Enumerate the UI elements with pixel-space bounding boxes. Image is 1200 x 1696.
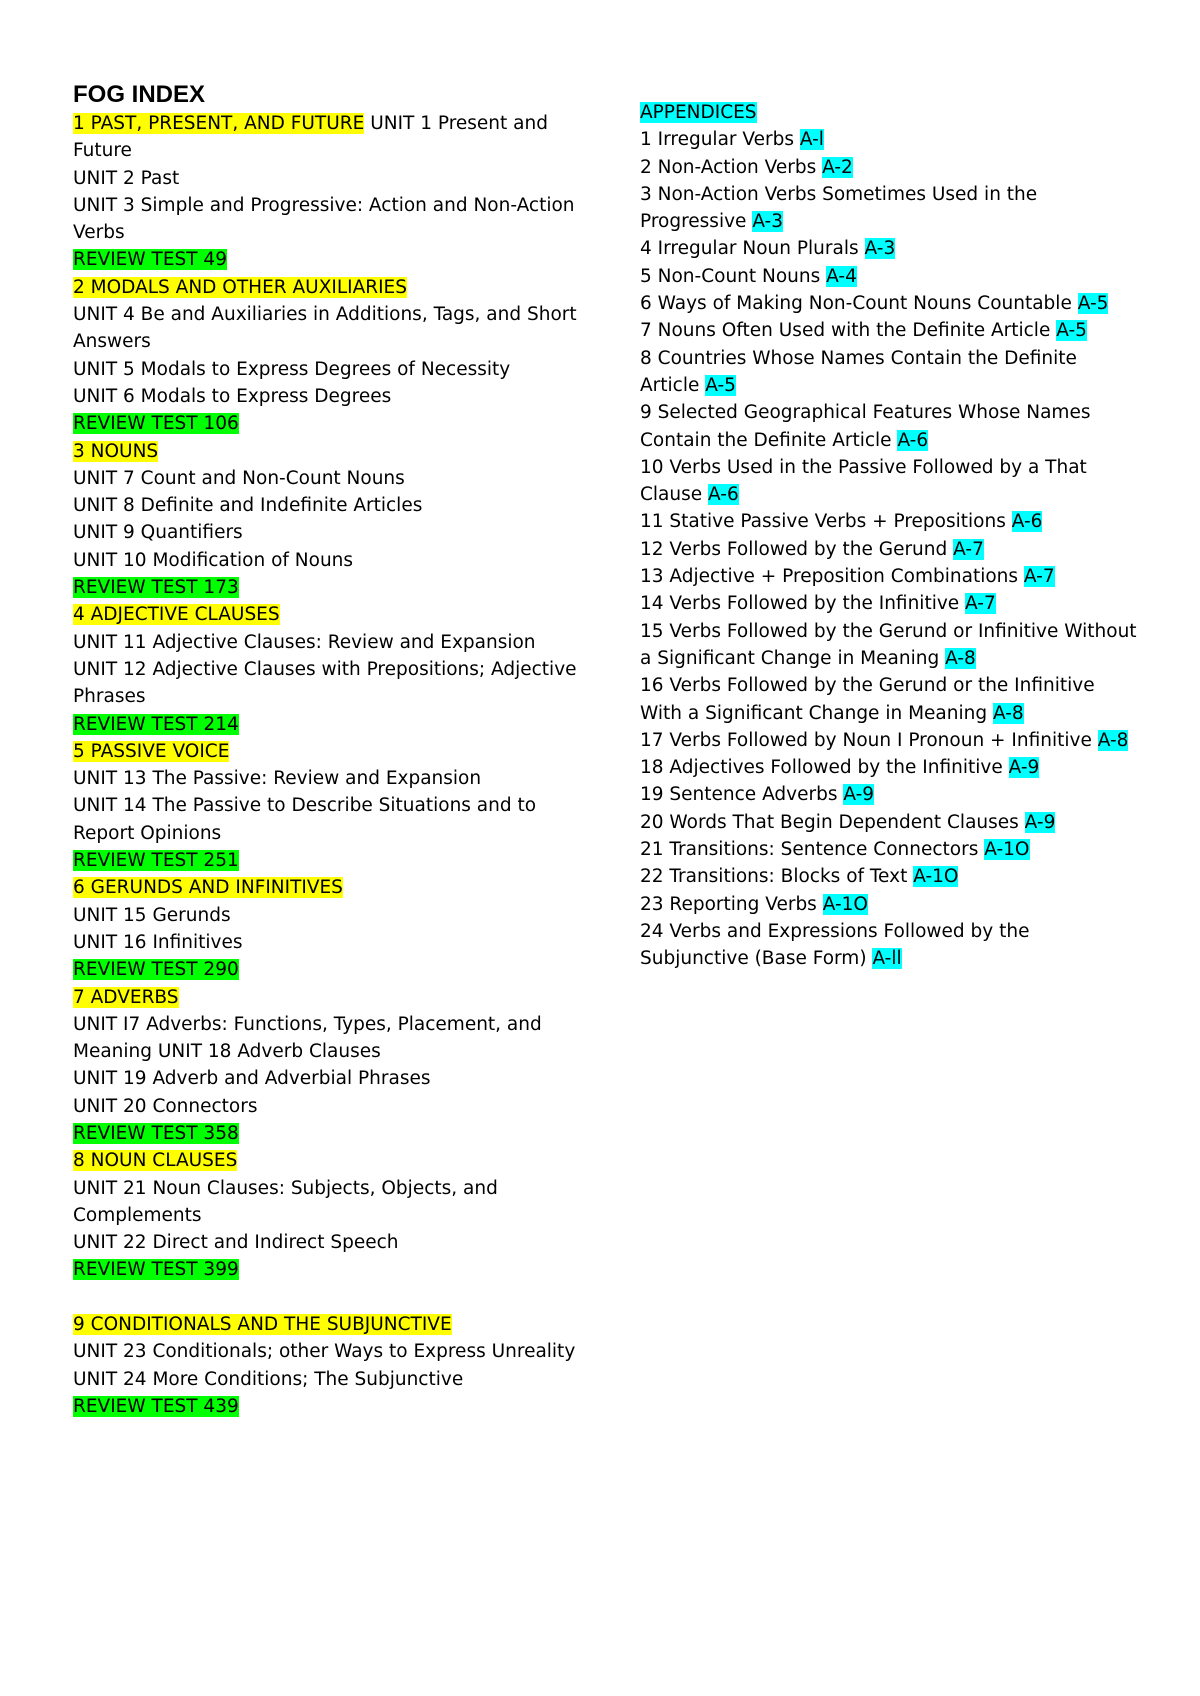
review-test-entry (73, 1393, 583, 1420)
right-column (640, 99, 1140, 973)
appendix-title: 16 Verbs Followed by the Gerund or the Infinitive With a Significant Change in Meaning (640, 675, 1095, 724)
appendix-list (640, 126, 1140, 972)
section-heading: 3 NOUNS (73, 440, 159, 462)
appendix-entry (640, 618, 1140, 673)
review-test-label: REVIEW TEST 251 (73, 850, 239, 872)
appendix-page-ref: A-6 (1011, 511, 1043, 533)
appendix-entry (640, 126, 1140, 153)
appendix-title: 7 Nouns Often Used with the Definite Article (640, 320, 1057, 342)
appendices-heading-line (640, 99, 1140, 126)
unit-entry (73, 110, 583, 165)
appendix-page-ref: A-8 (1097, 729, 1129, 751)
review-test-label: REVIEW TEST 399 (73, 1259, 239, 1281)
appendix-title: 11 Stative Passive Verbs + Prepositions (640, 511, 1012, 533)
unit-entry: UNIT 20 Connectors (73, 1095, 258, 1117)
appendix-entry (640, 263, 1140, 290)
review-test-label: REVIEW TEST 173 (73, 577, 239, 599)
unit-entry: UNIT I7 Adverbs: Functions, Types, Placement, and Meaning UNIT 18 Adverb Clauses (73, 1013, 542, 1063)
appendix-title: 24 Verbs and Expressions Followed by the Subjunctive (Base Form) (640, 920, 1030, 970)
appendix-entry (640, 836, 1140, 863)
appendix-entry (640, 590, 1140, 617)
unit-entry: UNIT 4 Be and Auxiliaries in Additions, Tags, and Short Answers (73, 304, 577, 353)
section-heading: 5 PASSIVE VOICE (73, 740, 230, 762)
unit-entry: UNIT 19 Adverb and Adverbial Phrases (73, 1068, 431, 1090)
appendix-page-ref: A-5 (1056, 320, 1087, 342)
appendix-page-ref: A-9 (1024, 811, 1056, 833)
review-test-label: REVIEW TEST 214 (73, 713, 239, 735)
unit-entry: UNIT 13 The Passive: Review and Expansion (73, 768, 482, 790)
section-entry (73, 438, 583, 465)
unit-text: UNIT 1 Present and Future (73, 113, 548, 162)
appendix-page-ref: A-1O (984, 839, 1030, 861)
appendix-entry (640, 317, 1140, 344)
appendix-entry (640, 754, 1140, 781)
section-entry (73, 1311, 583, 1338)
appendices-heading: APPENDICES (640, 102, 757, 123)
appendix-title: 17 Verbs Followed by Noun I Pronoun + Infinitive (640, 729, 1098, 751)
appendix-page-ref: A-3 (864, 238, 896, 260)
unit-entry: UNIT 21 Noun Clauses: Subjects, Objects, and Complements (73, 1177, 498, 1226)
appendix-entry (640, 399, 1140, 454)
appendix-entry (640, 672, 1140, 727)
review-test-entry (73, 410, 583, 437)
appendix-title: 2 Non-Action Verbs (640, 156, 823, 178)
section-heading: 7 ADVERBS (73, 986, 179, 1008)
appendix-entry (640, 891, 1140, 918)
appendix-title: 23 Reporting Verbs (640, 893, 823, 915)
appendix-entry (640, 727, 1140, 754)
unit-entry: UNIT 22 Direct and Indirect Speech (73, 1232, 399, 1254)
appendix-entry (640, 918, 1140, 973)
appendix-page-ref: A-4 (826, 265, 857, 287)
page-title: FOG INDEX (73, 81, 206, 108)
section-heading: 4 ADJECTIVE CLAUSES (73, 604, 280, 626)
section-heading: 9 CONDITIONALS AND THE SUBJUNCTIVE (73, 1314, 452, 1336)
appendix-title: 15 Verbs Followed by the Gerund or Infinitive Without a Significant Change in Meaning (640, 620, 1137, 669)
unit-entry: UNIT 2 Past (73, 167, 180, 189)
unit-entry: UNIT 8 Definite and Indefinite Articles (73, 495, 423, 517)
unit-entry: UNIT 3 Simple and Progressive: Action and Non-Action Verbs (73, 194, 575, 244)
unit-entry: UNIT 9 Quantifiers (73, 522, 243, 544)
review-test-label: REVIEW TEST 358 (73, 1122, 239, 1144)
unit-entry: UNIT 7 Count and Non-Count Nouns (73, 467, 405, 489)
appendix-entry (640, 508, 1140, 535)
section-heading: 2 MODALS AND OTHER AUXILIARIES (73, 276, 407, 298)
appendix-entry (640, 454, 1140, 509)
appendix-title: 20 Words That Begin Dependent Clauses (640, 811, 1025, 833)
section-entry (73, 274, 583, 301)
appendix-page-ref: A-1O (913, 866, 959, 888)
review-test-entry (73, 847, 583, 874)
appendix-entry (640, 809, 1140, 836)
unit-entry: UNIT 12 Adjective Clauses with Prepositions; Adjective Phrases (73, 658, 577, 708)
appendix-page-ref: A-5 (1077, 293, 1109, 315)
review-test-entry (73, 956, 583, 983)
appendix-title: 5 Non-Count Nouns (640, 265, 827, 287)
appendix-page-ref: A-1O (822, 893, 868, 915)
appendix-page-ref: A-8 (992, 702, 1024, 724)
review-test-label: REVIEW TEST 439 (73, 1395, 239, 1417)
appendix-page-ref: A-9 (843, 784, 875, 806)
appendix-entry (640, 154, 1140, 181)
appendix-title: 8 Countries Whose Names Contain the Definite Article (640, 347, 1077, 396)
appendix-entry (640, 536, 1140, 563)
review-test-label: REVIEW TEST 106 (73, 413, 239, 435)
appendix-title: 18 Adjectives Followed by the Infinitive (640, 757, 1009, 779)
appendix-page-ref: A-2 (822, 156, 853, 178)
unit-entry: UNIT 15 Gerunds (73, 904, 231, 926)
appendix-entry (640, 181, 1140, 236)
unit-entry: UNIT 5 Modals to Express Degrees of Necessity (73, 358, 511, 380)
section-entry (73, 984, 583, 1011)
appendix-page-ref: A-l (799, 129, 824, 151)
section-heading: 6 GERUNDS AND INFINITIVES (73, 877, 343, 899)
review-test-entry (73, 1256, 583, 1283)
review-test-entry (73, 711, 583, 738)
unit-entry: UNIT 24 More Conditions; The Subjunctive (73, 1368, 464, 1390)
appendix-page-ref: A-8 (945, 647, 976, 669)
unit-entry: UNIT 16 Infinitives (73, 931, 243, 953)
review-test-label: REVIEW TEST 290 (73, 959, 239, 981)
appendix-page-ref: A-6 (897, 429, 929, 451)
unit-entry: UNIT 10 Modification of Nouns (73, 549, 354, 571)
appendix-page-ref: A-5 (705, 374, 736, 396)
appendix-entry (640, 290, 1140, 317)
review-test-entry (73, 1120, 583, 1147)
appendix-entry (640, 863, 1140, 890)
unit-entry: UNIT 23 Conditionals; other Ways to Express Unreality (73, 1341, 576, 1363)
appendix-entry (640, 345, 1140, 400)
left-column (73, 82, 583, 1420)
appendix-title: 10 Verbs Used in the Passive Followed by a That Clause (640, 456, 1087, 506)
review-test-label: REVIEW TEST 49 (73, 249, 227, 271)
appendix-title: 4 Irregular Noun Plurals (640, 238, 865, 260)
unit-entry: UNIT 14 The Passive to Describe Situations and to Report Opinions (73, 795, 537, 844)
appendix-title: 19 Sentence Adverbs (640, 784, 844, 806)
section-entry (73, 874, 583, 901)
appendix-page-ref: A-7 (1023, 566, 1055, 588)
section-entry (73, 1147, 583, 1174)
appendix-title: 13 Adjective + Preposition Combinations (640, 566, 1024, 588)
appendix-page-ref: A-7 (965, 593, 996, 615)
appendix-page-ref: A-3 (752, 211, 784, 233)
appendix-entry (640, 235, 1140, 262)
section-heading: 8 NOUN CLAUSES (73, 1150, 238, 1172)
appendix-entry (640, 781, 1140, 808)
appendix-title: 9 Selected Geographical Features Whose Names Contain the Definite Article (640, 402, 1091, 451)
review-test-entry (73, 246, 583, 273)
blank-line (73, 1284, 583, 1311)
appendix-title: 3 Non-Action Verbs Sometimes Used in the Progressive (640, 183, 1038, 233)
appendix-entry (640, 563, 1140, 590)
section-heading: 1 PAST, PRESENT, AND FUTURE (73, 113, 365, 134)
unit-entry: UNIT 11 Adjective Clauses: Review and Expansion (73, 631, 536, 653)
appendix-title: 12 Verbs Followed by the Gerund (640, 538, 954, 560)
appendix-title: 1 Irregular Verbs (640, 129, 800, 151)
appendix-title: 21 Transitions: Sentence Connectors (640, 839, 985, 861)
appendix-page-ref: A-ll (872, 948, 902, 970)
appendix-page-ref: A-9 (1008, 757, 1040, 779)
review-test-entry (73, 574, 583, 601)
section-entry (73, 738, 583, 765)
appendix-page-ref: A-7 (953, 538, 984, 560)
appendix-page-ref: A-6 (708, 484, 739, 506)
section-entry (73, 601, 583, 628)
appendix-title: 6 Ways of Making Non-Count Nouns Countable (640, 293, 1078, 315)
appendix-title: 22 Transitions: Blocks of Text (640, 866, 914, 888)
unit-entry: UNIT 6 Modals to Express Degrees (73, 385, 392, 407)
appendix-title: 14 Verbs Followed by the Infinitive (640, 593, 966, 615)
